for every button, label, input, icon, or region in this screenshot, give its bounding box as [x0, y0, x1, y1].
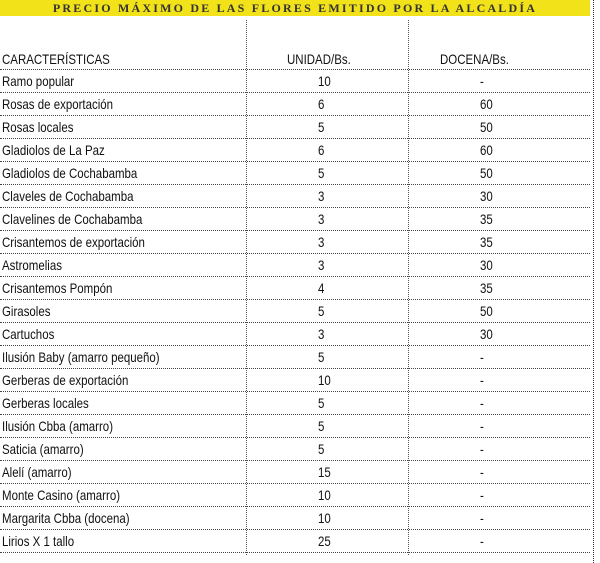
table-row [0, 300, 590, 323]
row-dozen-price: 60 [480, 96, 493, 112]
row-unit-price: 10 [318, 487, 331, 503]
row-dozen-price: - [480, 349, 484, 365]
row-unit-price: 6 [318, 96, 325, 112]
table-row [0, 93, 590, 116]
row-name: Rosas de exportación [2, 96, 114, 112]
row-dozen-price: - [480, 395, 484, 411]
row-unit-price: 5 [318, 119, 325, 135]
row-dozen-price: - [480, 464, 484, 480]
header-unit: UNIDAD/Bs. [287, 51, 351, 67]
table-row [0, 392, 590, 415]
table-row [0, 208, 590, 231]
row-unit-price: 3 [318, 257, 325, 273]
row-name: Rosas locales [2, 119, 74, 135]
table-row [0, 438, 590, 461]
row-name: Astromelias [2, 257, 62, 273]
row-unit-price: 10 [318, 73, 331, 89]
row-name: Crisantemos Pompón [2, 280, 113, 296]
row-name: Lirios X 1 tallo [2, 533, 75, 549]
row-name: Gerberas de exportación [2, 372, 129, 388]
table-row [0, 346, 590, 369]
row-unit-price: 10 [318, 510, 331, 526]
row-unit-price: 3 [318, 234, 325, 250]
row-unit-price: 10 [318, 372, 331, 388]
row-unit-price: 4 [318, 280, 325, 296]
row-dozen-price: 30 [480, 257, 493, 273]
row-name: Gladiolos de La Paz [2, 142, 105, 158]
table-row [0, 507, 590, 530]
row-name: Monte Casino (amarro) [2, 487, 121, 503]
row-dozen-price: 60 [480, 142, 493, 158]
row-name: Clavelines de Cochabamba [2, 211, 143, 227]
table-row [0, 231, 590, 254]
row-unit-price: 5 [318, 441, 325, 457]
header-dozen: DOCENA/Bs. [440, 51, 509, 67]
row-unit-price: 5 [318, 303, 325, 319]
table-row [0, 162, 590, 185]
table-row [0, 415, 590, 438]
table-row [0, 369, 590, 392]
table-row [0, 70, 590, 93]
row-name: Crisantemos de exportación [2, 234, 145, 250]
row-name: Ilusión Baby (amarro pequeño) [2, 349, 160, 365]
row-unit-price: 5 [318, 395, 325, 411]
row-unit-price: 5 [318, 349, 325, 365]
row-name: Alelí (amarro) [2, 464, 72, 480]
column-divider [593, 0, 594, 563]
row-dozen-price: - [480, 418, 484, 434]
table-title: PRECIO MÁXIMO DE LAS FLORES EMITIDO POR LA ALCALDÍA [0, 0, 590, 16]
table-row [0, 277, 590, 300]
table-row [0, 185, 590, 208]
row-dozen-price: - [480, 510, 484, 526]
table-row [0, 461, 590, 484]
row-name: Claveles de Cochabamba [2, 188, 134, 204]
row-name: Ilusión Cbba (amarro) [2, 418, 114, 434]
row-name: Margarita Cbba (docena) [2, 510, 130, 526]
table-row [0, 116, 590, 139]
row-unit-price: 3 [318, 188, 325, 204]
row-dozen-price: 35 [480, 234, 493, 250]
row-unit-price: 3 [318, 326, 325, 342]
price-table [0, 48, 590, 553]
row-name: Gerberas locales [2, 395, 89, 411]
row-name: Girasoles [2, 303, 51, 319]
row-dozen-price: 50 [480, 165, 493, 181]
table-body [0, 70, 590, 553]
table-row [0, 323, 590, 346]
row-unit-price: 5 [318, 165, 325, 181]
row-dozen-price: 50 [480, 303, 493, 319]
table-header [0, 48, 590, 70]
row-dozen-price: - [480, 372, 484, 388]
row-name: Cartuchos [2, 326, 55, 342]
row-dozen-price: 30 [480, 188, 493, 204]
header-characteristics: CARACTERÍSTICAS [2, 51, 110, 67]
row-dozen-price: - [480, 441, 484, 457]
row-unit-price: 6 [318, 142, 325, 158]
row-name: Gladiolos de Cochabamba [2, 165, 138, 181]
row-unit-price: 5 [318, 418, 325, 434]
table-row [0, 254, 590, 277]
table-row [0, 484, 590, 507]
row-name: Saticia (amarro) [2, 441, 84, 457]
table-row [0, 530, 590, 553]
table-row [0, 139, 590, 162]
row-dozen-price: - [480, 487, 484, 503]
row-dozen-price: - [480, 73, 484, 89]
row-unit-price: 15 [318, 464, 331, 480]
row-name: Ramo popular [2, 73, 75, 89]
row-dozen-price: 35 [480, 280, 493, 296]
row-dozen-price: 35 [480, 211, 493, 227]
row-unit-price: 25 [318, 533, 331, 549]
row-dozen-price: 30 [480, 326, 493, 342]
row-dozen-price: - [480, 533, 484, 549]
row-unit-price: 3 [318, 211, 325, 227]
row-dozen-price: 50 [480, 119, 493, 135]
